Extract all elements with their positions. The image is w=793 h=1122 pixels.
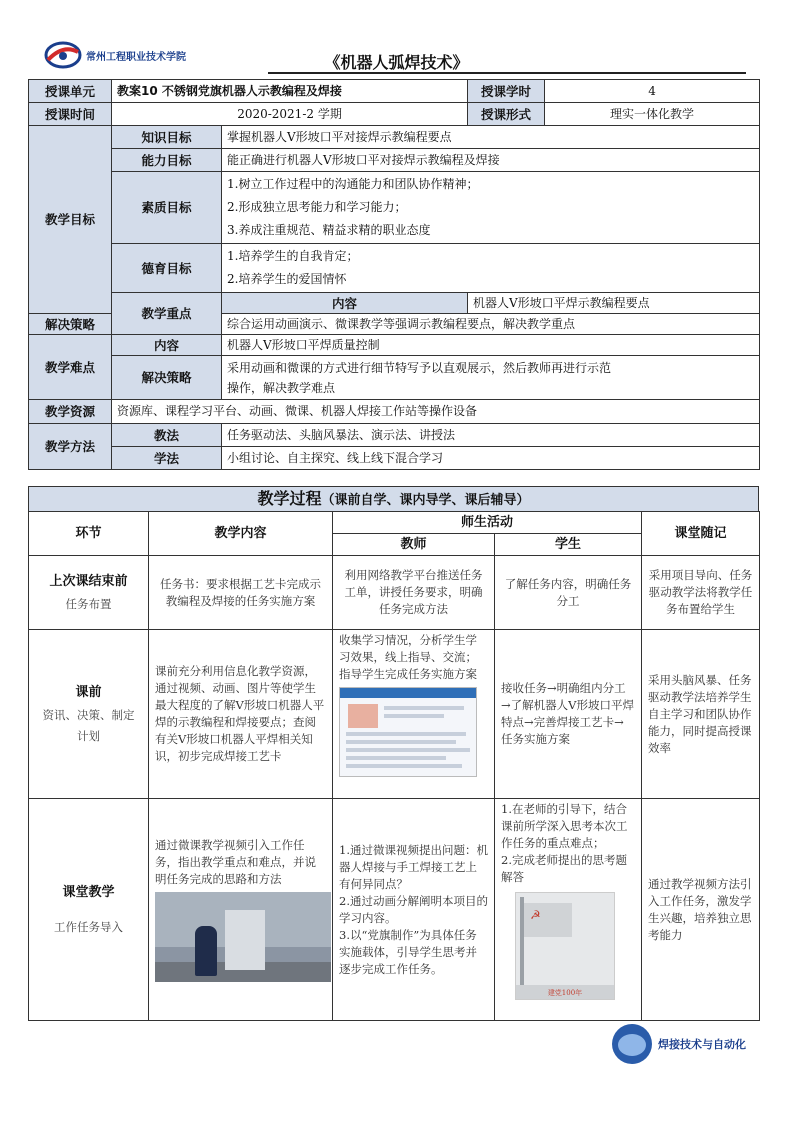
notes-cell: 采用头脑风暴、任务驱动教学法培养学生自主学习和团队协作能力，同时提高授课效率 <box>642 630 760 799</box>
stage-subtitle: 任务布置 <box>65 596 112 611</box>
stage-cell <box>29 556 149 630</box>
teach-method-label: 教法 <box>112 424 222 447</box>
quality-goal-item: 3.养成注重规范、精益求精的职业态度 <box>227 223 431 237</box>
content-cell: 课前充分利用信息化教学资源，通过视频、动画、图片等使学生最大程度的了解V形坡口机器人平焊的示教编程和焊接要点；查阅有关V形坡口机器人平焊相关知识，初步完成焊接工艺卡 <box>149 630 333 799</box>
key-content-value: 机器人V形坡口平焊示教编程要点 <box>468 293 760 314</box>
teacher-text: 收集学习情况，分析学生学习效果，线上指导、交流；指导学生完成任务实施方案 <box>339 633 477 681</box>
goals-label: 教学目标 <box>29 126 112 314</box>
knowledge-goal-value: 掌握机器人V形坡口平对接焊示教编程要点 <box>222 126 760 149</box>
quality-goal-item: 1.树立工作过程中的沟通能力和团队协作精神； <box>227 177 479 191</box>
content-cell: 任务书：要求根据工艺卡完成示教编程及焊接的任务实施方案 <box>149 556 333 630</box>
col-activity: 师生活动 <box>333 512 642 534</box>
stage-title: 上次课结束前 <box>49 573 128 589</box>
time-label: 授课时间 <box>29 103 112 126</box>
table-row <box>29 556 760 630</box>
moral-goal-label: 德育目标 <box>112 244 222 293</box>
stage-cell <box>29 630 149 799</box>
notes-cell: 通过教学视频方法引入工作任务，激发学生兴趣，培养独立思考能力 <box>642 799 760 1021</box>
student-cell: 了解任务内容，明确任务分工 <box>495 556 642 630</box>
difficulty-strategy-line: 操作，解决教学难点 <box>227 380 336 395</box>
teacher-cell: 利用网络教学平台推送任务工单，讲授任务要求，明确任务完成方法 <box>333 556 495 630</box>
teach-method-value: 任务驱动法、头脑风暴法、演示法、讲授法 <box>222 424 760 447</box>
difficulty-content-value: 机器人V形坡口平焊质量控制 <box>222 335 760 356</box>
party-flag-photo <box>515 892 615 1000</box>
department-name: 焊接技术与自动化 <box>658 1038 746 1051</box>
method-label: 教学方法 <box>29 424 112 470</box>
stage-subtitle: 计划 <box>77 728 100 743</box>
form-label: 授课形式 <box>468 103 545 126</box>
resource-label: 教学资源 <box>29 400 112 424</box>
teacher-item: 3.以“党旗制作”为具体任务实施载体，引导学生思考并逐步完成工作任务。 <box>339 927 477 976</box>
key-strategy-label: 解决策略 <box>29 314 112 335</box>
knowledge-goal-label: 知识目标 <box>112 126 222 149</box>
stage-subtitle: 工作任务导入 <box>54 919 123 934</box>
teacher-cell <box>333 630 495 799</box>
student-item: 1.在老师的引导下，结合课前所学深入思考本次工作任务的重点难点； <box>501 802 628 850</box>
col-stage: 环节 <box>29 512 149 556</box>
teaching-process-table <box>28 511 760 1021</box>
table-row <box>29 630 760 799</box>
department-logo-icon <box>612 1024 652 1064</box>
difficulty-strategy-label: 解决策略 <box>112 356 222 400</box>
classroom-photo <box>155 892 331 982</box>
teacher-item: 1.通过微课视频提出问题：机器人焊接与手工焊接工艺上有何异同点？ <box>339 842 488 891</box>
course-title: 《机器人弧焊技术》 <box>324 53 469 72</box>
moral-goal-item: 2.培养学生的爱国情怀 <box>227 272 347 286</box>
ability-goal-label: 能力目标 <box>112 149 222 172</box>
moral-goal-list <box>222 244 760 293</box>
moral-goal-item: 1.培养学生的自我肯定； <box>227 249 359 263</box>
key-strategy-value: 综合运用动画演示、微课教学等强调示教编程要点，解决教学重点 <box>222 314 760 335</box>
school-name: 常州工程职业技术学院 <box>86 52 186 63</box>
quality-goal-label: 素质目标 <box>112 172 222 244</box>
stage-title: 课堂教学 <box>62 884 115 900</box>
learn-method-label: 学法 <box>112 447 222 470</box>
quality-goal-list <box>222 172 760 244</box>
ability-goal-value: 能正确进行机器人V形坡口平对接焊示教编程及焊接 <box>222 149 760 172</box>
col-notes: 课堂随记 <box>642 512 760 556</box>
difficulty-strategy-line: 采用动画和微课的方式进行细节特写予以直观展示，然后教师再进行示范 <box>227 360 612 375</box>
hammer-sickle-icon: ☭ <box>530 908 541 922</box>
stage-title: 课前 <box>75 684 102 700</box>
difficulty-strategy-value <box>222 356 760 400</box>
col-content: 教学内容 <box>149 512 333 556</box>
process-section-header <box>28 486 759 511</box>
col-student: 学生 <box>495 534 642 556</box>
lesson-info-table <box>28 79 760 470</box>
table-row <box>29 799 760 1021</box>
time-value: 2020-2021-2 学期 <box>112 103 468 126</box>
student-cell <box>495 799 642 1021</box>
stage-subtitle: 资讯、决策、制定 <box>42 707 135 722</box>
difficulty-content-label: 内容 <box>112 335 222 356</box>
quality-goal-item: 2.形成独立思考能力和学习能力； <box>227 200 407 214</box>
student-item: 2.完成老师提出的思考题解答 <box>501 853 627 884</box>
key-point-label: 教学重点 <box>112 293 222 335</box>
platform-screenshot <box>339 687 477 777</box>
content-cell <box>149 799 333 1021</box>
learn-method-value: 小组讨论、自主探究、线上线下混合学习 <box>222 447 760 470</box>
form-value: 理实一体化教学 <box>545 103 760 126</box>
hours-value: 4 <box>545 80 760 103</box>
student-cell: 接收任务→明确组内分工→了解机器人V形坡口平焊特点→完善焊接工艺卡→任务实施方案 <box>495 630 642 799</box>
process-subtitle: （课前自学、课内导学、课后辅导） <box>321 493 530 508</box>
photo-caption: 建党100年 <box>516 985 614 1000</box>
process-title: 教学过程 <box>257 489 322 508</box>
header-divider <box>268 72 746 74</box>
unit-value: 教案10 不锈钢党旗机器人示教编程及焊接 <box>112 80 468 103</box>
hours-label: 授课学时 <box>468 80 545 103</box>
stage-cell <box>29 799 149 1021</box>
content-text: 通过微课教学视频引入工作任务，指出教学重点和难点，并说明任务完成的思路和方法 <box>155 838 316 886</box>
difficulty-label: 教学难点 <box>29 335 112 400</box>
teacher-item: 2.通过动画分解阐明本项目的学习内容。 <box>339 893 488 925</box>
col-teacher: 教师 <box>333 534 495 556</box>
notes-cell: 采用项目导向、任务驱动教学法将教学任务布置给学生 <box>642 556 760 630</box>
unit-label: 授课单元 <box>29 80 112 103</box>
key-content-label: 内容 <box>222 293 468 314</box>
teacher-cell <box>333 799 495 1021</box>
resource-value: 资源库、课程学习平台、动画、微课、机器人焊接工作站等操作设备 <box>112 400 760 424</box>
